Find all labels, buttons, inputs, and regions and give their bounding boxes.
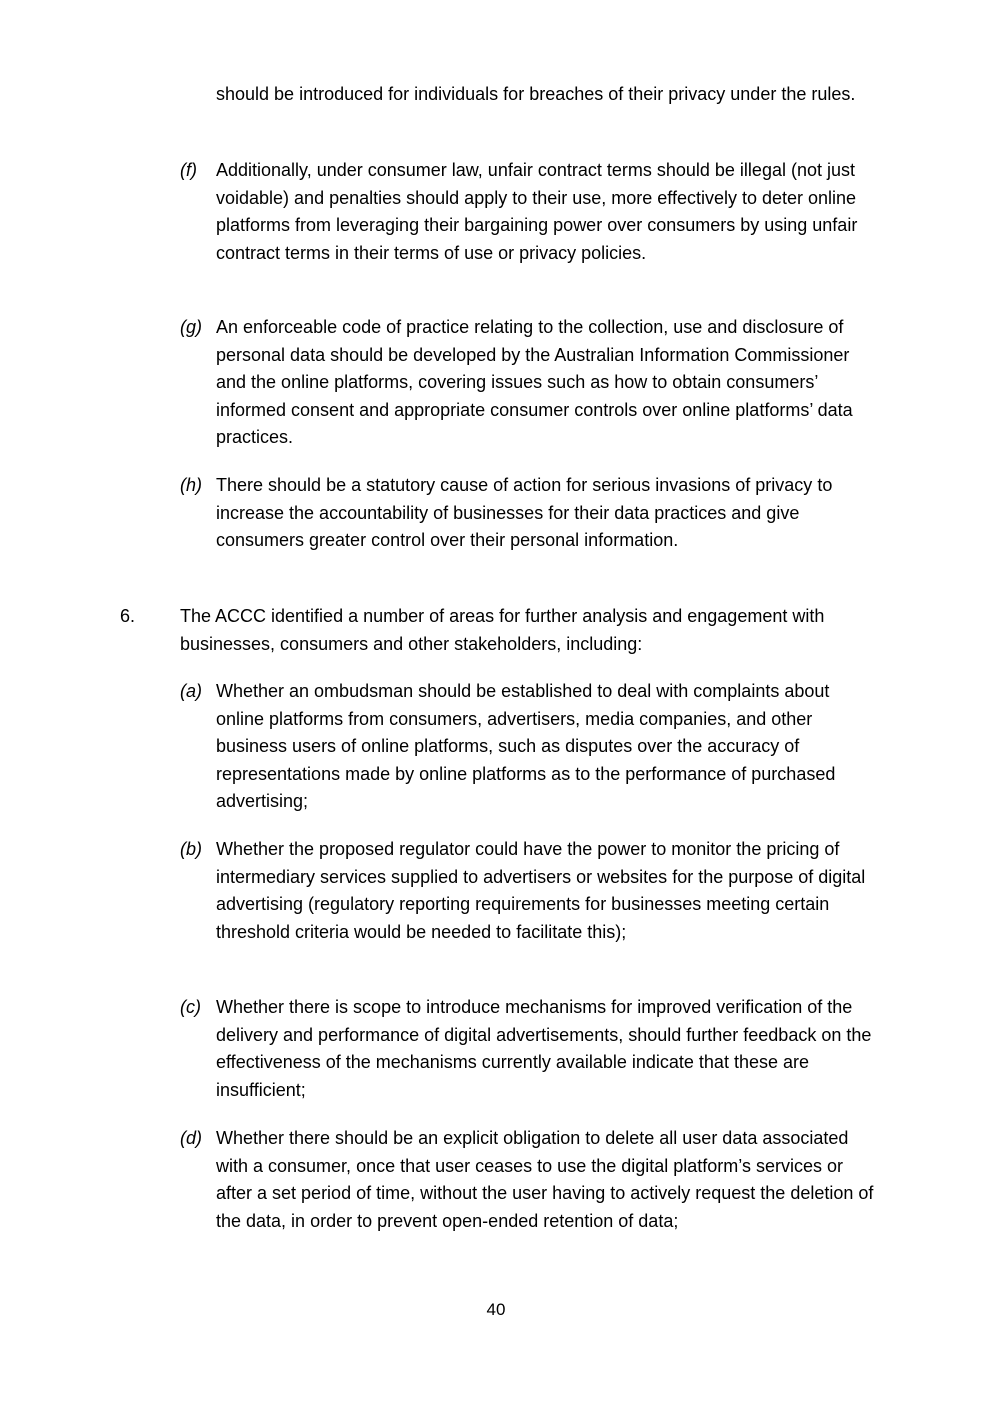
list-marker-f: (f) (180, 160, 197, 180)
list-item-b-text: Whether the proposed regulator could have the power to monitor the pricing of intermediary services supplied to advertisers or websites for the purpose of digital advertising (regulatory reporting requirements for businesses meeting certain threshold criteria would be needed to facilitate this); (216, 839, 866, 942)
list-item-g-text: An enforceable code of practice relating to the collection, use and disclosure of personal data should be developed by the Australian Information Commissioner and the online platforms, covering issues such as how to obtain consumers’ informed consent and appropriate consumer controls over online platforms’ data practices. (216, 317, 853, 447)
continuation-text: should be introduced for individuals for breaches of their privacy under the rules. (216, 84, 856, 104)
list-marker-h: (h) (180, 475, 202, 495)
paragraph-6-text: The ACCC identified a number of areas for further analysis and engagement with businesses, consumers and other stakeholders, including: (180, 606, 825, 654)
list-marker-a: (a) (180, 681, 202, 701)
page-number: 40 (486, 1300, 506, 1319)
list-marker-c: (c) (180, 997, 201, 1017)
list-marker-g: (g) (180, 317, 202, 337)
list-item-a-text: Whether an ombudsman should be established to deal with complaints about online platforms from consumers, advertisers, media companies, and other business users of online platforms, such as disputes over the accuracy of representations made by online platforms as to the performance of purchased advertising; (216, 681, 836, 811)
list-marker-d: (d) (180, 1128, 202, 1148)
list-item-c-text: Whether there is scope to introduce mechanisms for improved verification of the delivery and performance of digital advertisements, should further feedback on the effectiveness of the mechanisms currently available indicate that these are insufficient; (216, 997, 872, 1100)
list-item-h-text: There should be a statutory cause of action for serious invasions of privacy to increase the accountability of businesses for their data practices and give consumers greater control over their personal information. (216, 475, 833, 550)
list-item-d-text: Whether there should be an explicit obligation to delete all user data associated with a consumer, once that user ceases to use the digital platform’s services or after a set period of time, without the user having to actively request the deletion of the data, in order to prevent open-ended retention of data; (216, 1128, 874, 1231)
paragraph-number-6: 6. (120, 606, 136, 626)
list-item-f-text: Additionally, under consumer law, unfair contract terms should be illegal (not just voidable) and penalties should apply to their use, more effectively to deter online platforms from leveraging their bargaining power over consumers by using unfair contract terms in their terms of use or privacy policies. (216, 160, 858, 263)
list-marker-b: (b) (180, 839, 202, 859)
